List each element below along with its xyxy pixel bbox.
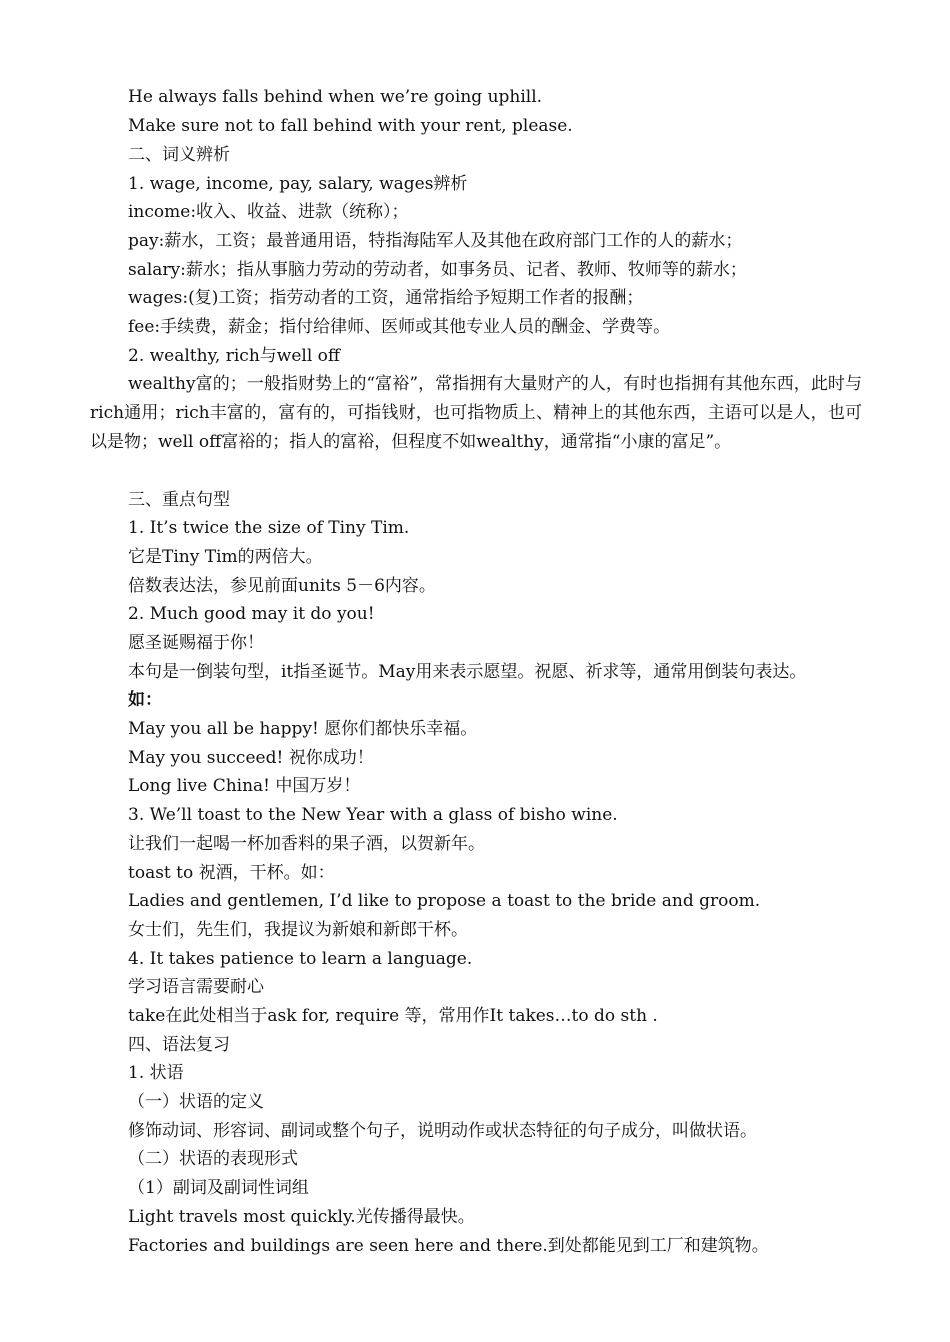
note-line: toast to 祝酒，干杯。如： (128, 863, 335, 883)
example-label: 如： (128, 690, 162, 710)
definition-line: income:收入、收益、进款（统称）； (128, 202, 409, 222)
example-sentence: Long live China! 中国万岁！ (128, 776, 361, 796)
example-sentence: Factories and buildings are seen here and there.到处都能见到工厂和建筑物。 (128, 1236, 769, 1256)
wealthy-rich-paragraph: wealthy富的；一般指财势上的“富裕”，常指拥有大量财产的人，有时也指拥有其他东西，此时与rich通用；rich丰富的，富有的，可指钱财，也可指物质上、精神上的其他东西，主语可以是人，也可以是物；well off富裕的；指人的富裕，但程度不如wealthy，通常指“小康的富足”。 (90, 374, 862, 452)
subsection-heading: （1）副词及副词性词组 (128, 1178, 309, 1198)
definition-line: fee:手续费，薪金；指付给律师、医师或其他专业人员的酬金、学费等。 (128, 317, 671, 337)
sentence-pattern: 2. Much good may it do you! (128, 604, 375, 624)
subsection-heading: （二）状语的表现形式 (128, 1149, 298, 1169)
definition-line: wages:(复)工资；指劳动者的工资，通常指给予短期工作者的报酬； (128, 288, 644, 308)
translation-line: 愿圣诞赐福于你！ (128, 633, 264, 653)
section-heading: 二、词义辨析 (128, 145, 230, 165)
note-line: 倍数表达法，参见前面units 5－6内容。 (128, 576, 436, 596)
sentence-pattern: 4. It takes patience to learn a language. (128, 949, 473, 969)
example-sentence: May you all be happy! 愿你们都快乐幸福。 (128, 719, 478, 739)
definition-line: salary:薪水；指从事脑力劳动的劳动者，如事务员、记者、教师、牧师等的薪水； (128, 260, 747, 280)
translation-line: 让我们一起喝一杯加香料的果子酒，以贺新年。 (128, 834, 485, 854)
subsection-heading: 1. wage, income, pay, salary, wages辨析 (128, 174, 468, 194)
section-heading: 三、重点句型 (128, 490, 230, 510)
example-sentence: He always falls behind when we’re going uphill. (128, 87, 543, 107)
subsection-heading: 1. 状语 (128, 1063, 184, 1083)
translation-line: 它是Tiny Tim的两倍大。 (128, 547, 323, 567)
example-sentence: Make sure not to fall behind with your rent, please. (128, 116, 573, 136)
subsection-heading: 2. wealthy, rich与well off (128, 346, 340, 366)
note-line: 本句是一倒装句型，it指圣诞节。May用来表示愿望。祝愿、祈求等，通常用倒装句表达。 (128, 662, 807, 682)
definition-line: pay:薪水，工资；最普通用语，特指海陆军人及其他在政府部门工作的人的薪水； (128, 231, 743, 251)
example-sentence: Light travels most quickly.光传播得最快。 (128, 1207, 475, 1227)
example-sentence: May you succeed! 祝你成功！ (128, 748, 374, 768)
definition-line: 修饰动词、形容词、副词或整个句子，说明动作或状态特征的句子成分，叫做状语。 (128, 1121, 757, 1141)
section-heading: 四、语法复习 (128, 1035, 230, 1055)
note-line: take在此处相当于ask for, require 等，常用作It takes…to do sth . (128, 1006, 658, 1026)
translation-line: 女士们，先生们，我提议为新娘和新郎干杯。 (128, 920, 468, 940)
translation-line: 学习语言需要耐心 (128, 977, 264, 997)
subsection-heading: （一）状语的定义 (128, 1092, 264, 1112)
sentence-pattern: 1. It’s twice the size of Tiny Tim. (128, 518, 410, 538)
example-sentence: Ladies and gentlemen, I’d like to propose a toast to the bride and groom. (128, 891, 761, 911)
sentence-pattern: 3. We’ll toast to the New Year with a glass of bisho wine. (128, 805, 618, 825)
